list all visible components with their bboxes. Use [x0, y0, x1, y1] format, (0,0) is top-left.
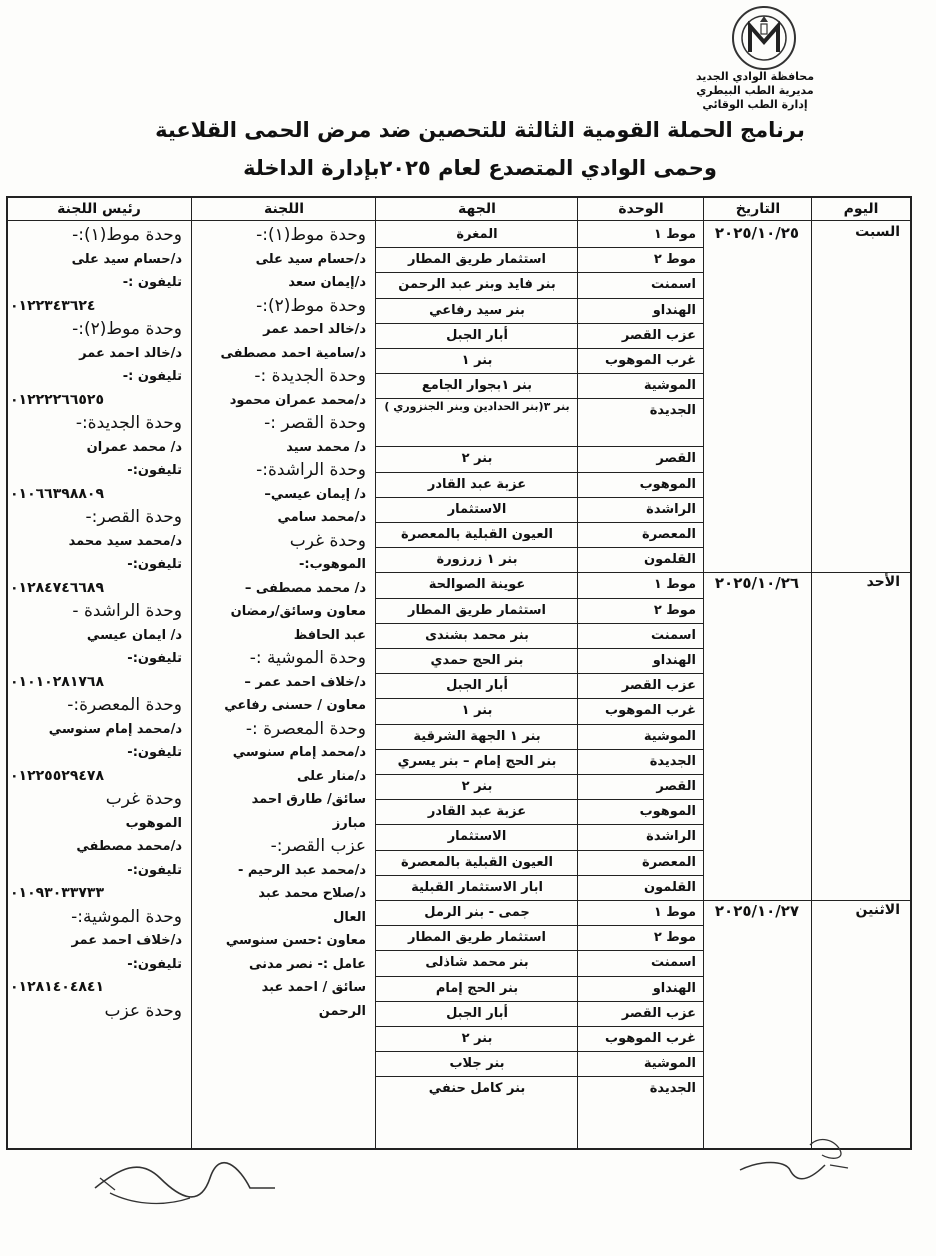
- header-place: الجهة: [458, 201, 496, 217]
- committee-line: وحدة القصر :-: [264, 413, 366, 433]
- committee-line: د/صلاح محمد عبد: [258, 886, 366, 901]
- place-cell: بنر ١: [461, 353, 493, 368]
- committee-line: وحدة الموشية :-: [249, 648, 366, 668]
- column-divider: [191, 198, 192, 1148]
- place-cell: أبار الجبل: [446, 1005, 508, 1021]
- head-line: تليفون:-: [127, 862, 182, 878]
- committee-column: [196, 224, 366, 1023]
- day-label: السبت: [855, 224, 900, 240]
- head-line: وحدة المعصرة:-: [67, 695, 182, 715]
- signature-left: [90, 1148, 280, 1222]
- committee-line: معاون :حسن سنوسي: [225, 933, 366, 948]
- committee-line: وحدة موط(١):-: [256, 225, 366, 245]
- place-cell: أبار الجبل: [446, 678, 508, 694]
- unit-cell: موط ٢: [653, 602, 696, 618]
- date-label: ٢٠٢٥/١٠/٢٧: [714, 902, 800, 920]
- place-cell: استثمار طريق المطار: [408, 602, 546, 618]
- head-line: ٠١٢٨٤٧٤٦٦٨٩: [10, 579, 104, 596]
- committee-line: د/محمد سامي: [277, 510, 366, 525]
- page-title-line-1: برنامج الحملة القومية الثالثة للتحصين ضد مرض الحمى القلاعية: [155, 118, 805, 142]
- date-label: ٢٠٢٥/١٠/٢٦: [714, 574, 800, 593]
- head-line: وحدة القصر:-: [85, 507, 182, 527]
- unit-cell: موط ٢: [653, 252, 696, 268]
- day-label: الأحد: [866, 574, 900, 591]
- place-cell: بنر ١بجوار الجامع: [421, 378, 533, 394]
- head-line: ٠١٢٨١٤٠٤٨٤١: [10, 979, 104, 995]
- committee-line: معاون / حسنى رفاعي: [224, 698, 366, 713]
- head-line: الموهوب: [125, 815, 182, 831]
- place-cell: بنر ٢: [461, 779, 493, 794]
- header-underline: [8, 220, 910, 221]
- place-cell: بنر جلاب: [449, 1056, 505, 1072]
- place-cell: بنر محمد شاذلى: [425, 955, 529, 971]
- head-line: د/محمد مصطفي: [76, 839, 182, 854]
- unit-cell: الموشية: [643, 378, 696, 394]
- unit-cell: عزب القصر: [621, 1005, 696, 1021]
- head-line: د/ ايمان عيسي: [86, 627, 182, 643]
- head-line: تليفون:-: [127, 956, 182, 972]
- place-cell: بنر ٣(بنر الحدادين وبنر الجنزوري ): [384, 400, 570, 414]
- unit-cell: الراشدة: [646, 501, 696, 517]
- head-line: د/محمد إمام سنوسي: [48, 721, 182, 737]
- place-cell: عزبة عبد القادر: [427, 804, 527, 820]
- committee-line: د/إيمان سعد: [288, 275, 366, 290]
- place-cell: بنر ٢: [461, 451, 493, 467]
- signature-right: [730, 1130, 860, 1194]
- committee-line: معاون وسائق/رمضان: [230, 604, 366, 619]
- unit-cell: الموشية: [643, 1056, 696, 1072]
- page-title-line-2: وحمى الوادي المتصدع لعام ٢٠٢٥بإدارة الداخلة: [243, 156, 717, 180]
- head-line: وحدة الموشية:-: [71, 906, 182, 927]
- unit-cell: الراشدة: [646, 829, 696, 845]
- place-cell: بنر ١: [461, 703, 493, 719]
- organization-lines: [690, 70, 820, 112]
- committee-line: د/منار على: [296, 768, 366, 784]
- place-cell: بنر الحج إمام – بنر يسري: [397, 753, 557, 769]
- place-cell: بنر كامل حنفي: [428, 1081, 526, 1097]
- committee-line: د/محمد عبد الرحيم -: [237, 862, 366, 878]
- unit-cell: الجديدة: [649, 403, 696, 419]
- date-label: ٢٠٢٥/١٠/٢٥: [714, 224, 800, 242]
- head-line: ٠١٠٩٣٠٣٣٧٣٣: [10, 885, 104, 901]
- place-cell: جمى - بنر الرمل: [424, 905, 530, 920]
- unit-cell: موط ١: [653, 905, 696, 920]
- head-line: وحدة الراشدة -: [72, 601, 182, 621]
- unit-cell: الجديدة: [649, 1081, 696, 1097]
- head-line: ٠١٠٦٦٣٩٨٨٠٩: [10, 485, 104, 502]
- place-cell: بنر الحج حمدي: [430, 653, 524, 668]
- head-line: وحدة موط(٢):-: [72, 319, 182, 339]
- unit-cell: غرب الموهوب: [605, 353, 696, 368]
- head-line: وحدة عزب: [104, 1000, 182, 1021]
- place-cell: العيون القبلية بالمعصرة: [400, 854, 554, 870]
- place-cell: استثمار طريق المطار: [408, 252, 546, 268]
- org-line-department: إدارة الطب الوقائي: [702, 98, 808, 111]
- committee-line: د/خلاف احمد عمر –: [244, 674, 366, 690]
- place-cell: بنر ١ زرزورة: [436, 552, 518, 568]
- unit-cell: القلمون: [644, 879, 696, 895]
- unit-cell: الهنداو: [652, 653, 696, 668]
- head-line: د/حسام سيد على: [71, 251, 182, 267]
- unit-cell: المعصرة: [642, 527, 696, 542]
- unit-cell: الهنداو: [652, 302, 696, 318]
- head-line: د/خلاف احمد عمر: [71, 933, 182, 948]
- committee-line: وحدة غرب: [289, 530, 366, 551]
- place-cell: أبار الجبل: [446, 327, 508, 343]
- head-line: د/ محمد عمران: [86, 439, 182, 455]
- unit-cell: موط ١: [653, 227, 696, 242]
- column-divider: [811, 198, 812, 1148]
- header-date: التاريخ: [735, 201, 781, 217]
- unit-cell: الجديدة: [649, 753, 696, 769]
- place-cell: بنر محمد بشندى: [425, 627, 529, 643]
- committee-line: د/خالد احمد عمر: [263, 322, 366, 337]
- place-cell: العيون القبلية بالمعصرة: [400, 527, 554, 542]
- unit-cell: الهنداو: [652, 980, 696, 996]
- day-label: الاثنين: [855, 902, 900, 918]
- org-line-governorate: محافظة الوادي الجديد: [695, 70, 815, 83]
- place-cell: بنر ٢: [461, 1031, 493, 1046]
- place-cell: بنر فايد وبنر عبد الرحمن: [398, 277, 556, 293]
- unit-cell: القصر: [656, 779, 696, 794]
- committee-line: سائق/ طارق احمد: [251, 792, 366, 807]
- org-line-directorate: مديرية الطب البيطري: [696, 84, 814, 97]
- head-line: د/خالد احمد عمر: [79, 345, 182, 361]
- committee-line: د/ إيمان عيسي–: [264, 486, 366, 502]
- unit-cell: موط ٢: [653, 930, 696, 946]
- unit-cell: موط ١: [653, 577, 696, 593]
- place-cell: استثمار طريق المطار: [408, 930, 546, 946]
- head-line: ٠١٢٢٥٥٢٩٤٧٨: [10, 767, 104, 784]
- header-unit: الوحدة: [618, 201, 664, 217]
- place-cell: ابار الاستثمار القبلية: [411, 879, 543, 895]
- committee-line: الرحمن: [318, 1003, 366, 1019]
- directorate-logo: [730, 4, 798, 72]
- committee-line: د/سامية احمد مصطفى: [220, 345, 366, 361]
- place-cell: عوينة الصوالحة: [428, 577, 526, 593]
- committee-line: د/محمد عمران محمود: [229, 392, 366, 408]
- committee-line: الموهوب:-: [298, 557, 366, 572]
- head-line: تليفون :-: [122, 275, 182, 290]
- committee-line: وحدة الجديدة :-: [254, 366, 366, 386]
- place-cell: المغرة: [456, 227, 498, 242]
- head-line: وحدة موط(١):-: [72, 225, 182, 245]
- head-line: ٠١٢٢٢٢٦٦٥٢٥: [10, 391, 104, 408]
- head-line: ٠١٢٢٣٤٣٦٢٤: [10, 297, 96, 314]
- head-line: تليفون:-: [127, 463, 182, 478]
- committee-line: د/ محمد مصطفى –: [244, 580, 366, 596]
- head-line: تليفون :-: [122, 369, 182, 384]
- unit-cell: الموهوب: [639, 804, 696, 820]
- head-line: د/محمد سيد محمد: [68, 533, 182, 549]
- unit-cell: اسمنت: [650, 955, 696, 971]
- header-committee: اللجنة: [263, 201, 305, 217]
- place-cell: عزبة عبد القادر: [427, 476, 527, 492]
- header-committee-head: رئيس اللجنة: [57, 201, 141, 217]
- unit-cell: المعصرة: [642, 854, 696, 870]
- committee-line: د/حسام سيد على: [255, 251, 366, 267]
- committee-line: د/ محمد سيد: [286, 439, 366, 455]
- head-line: ٠١٠١٠٢٨١٧٦٨: [10, 673, 104, 690]
- place-cell: الاستثمار: [447, 501, 507, 517]
- committee-line: عبد الحافظ: [293, 627, 366, 643]
- committee-line: د/محمد إمام سنوسي: [232, 745, 366, 760]
- head-line: وحدة الجديدة:-: [75, 413, 182, 433]
- schedule-table: [6, 196, 912, 1150]
- unit-cell: اسمنت: [650, 627, 696, 643]
- header-day: اليوم: [843, 201, 879, 217]
- unit-cell: القصر: [656, 451, 696, 467]
- place-cell: الاستثمار: [447, 829, 507, 845]
- committee-line: وحدة الراشدة:-: [256, 460, 366, 480]
- unit-cell: الموشية: [643, 728, 696, 744]
- place-cell: بنر الحج إمام: [435, 980, 519, 996]
- place-cell: بنر ١ الجهة الشرقية: [413, 728, 541, 744]
- head-line: وحدة غرب: [105, 789, 182, 809]
- committee-line: عامل :- نصر مدنى: [249, 956, 366, 972]
- committee-line: العال: [333, 909, 366, 925]
- place-cell: بنر سيد رفاعي: [429, 302, 525, 318]
- head-line: تليفون:-: [127, 745, 182, 760]
- committee-line: وحدة المعصرة :-: [245, 718, 366, 739]
- unit-cell: عزب القصر: [621, 678, 696, 694]
- committee-line: مبارز: [332, 815, 366, 831]
- head-line: تليفون:-: [127, 557, 182, 572]
- committee-head-column: [10, 224, 182, 1023]
- head-line: تليفون:-: [127, 651, 182, 666]
- unit-cell: اسمنت: [650, 277, 696, 293]
- unit-cell: غرب الموهوب: [605, 703, 696, 719]
- unit-cell: غرب الموهوب: [605, 1031, 696, 1046]
- unit-cell: الموهوب: [639, 476, 696, 492]
- committee-line: وحدة موط(٢):-: [256, 295, 366, 316]
- unit-cell: القلمون: [644, 552, 696, 568]
- unit-cell: عزب القصر: [621, 327, 696, 343]
- committee-line: سائق / احمد عبد: [261, 980, 366, 995]
- committee-line: عزب القصر:-: [270, 836, 366, 856]
